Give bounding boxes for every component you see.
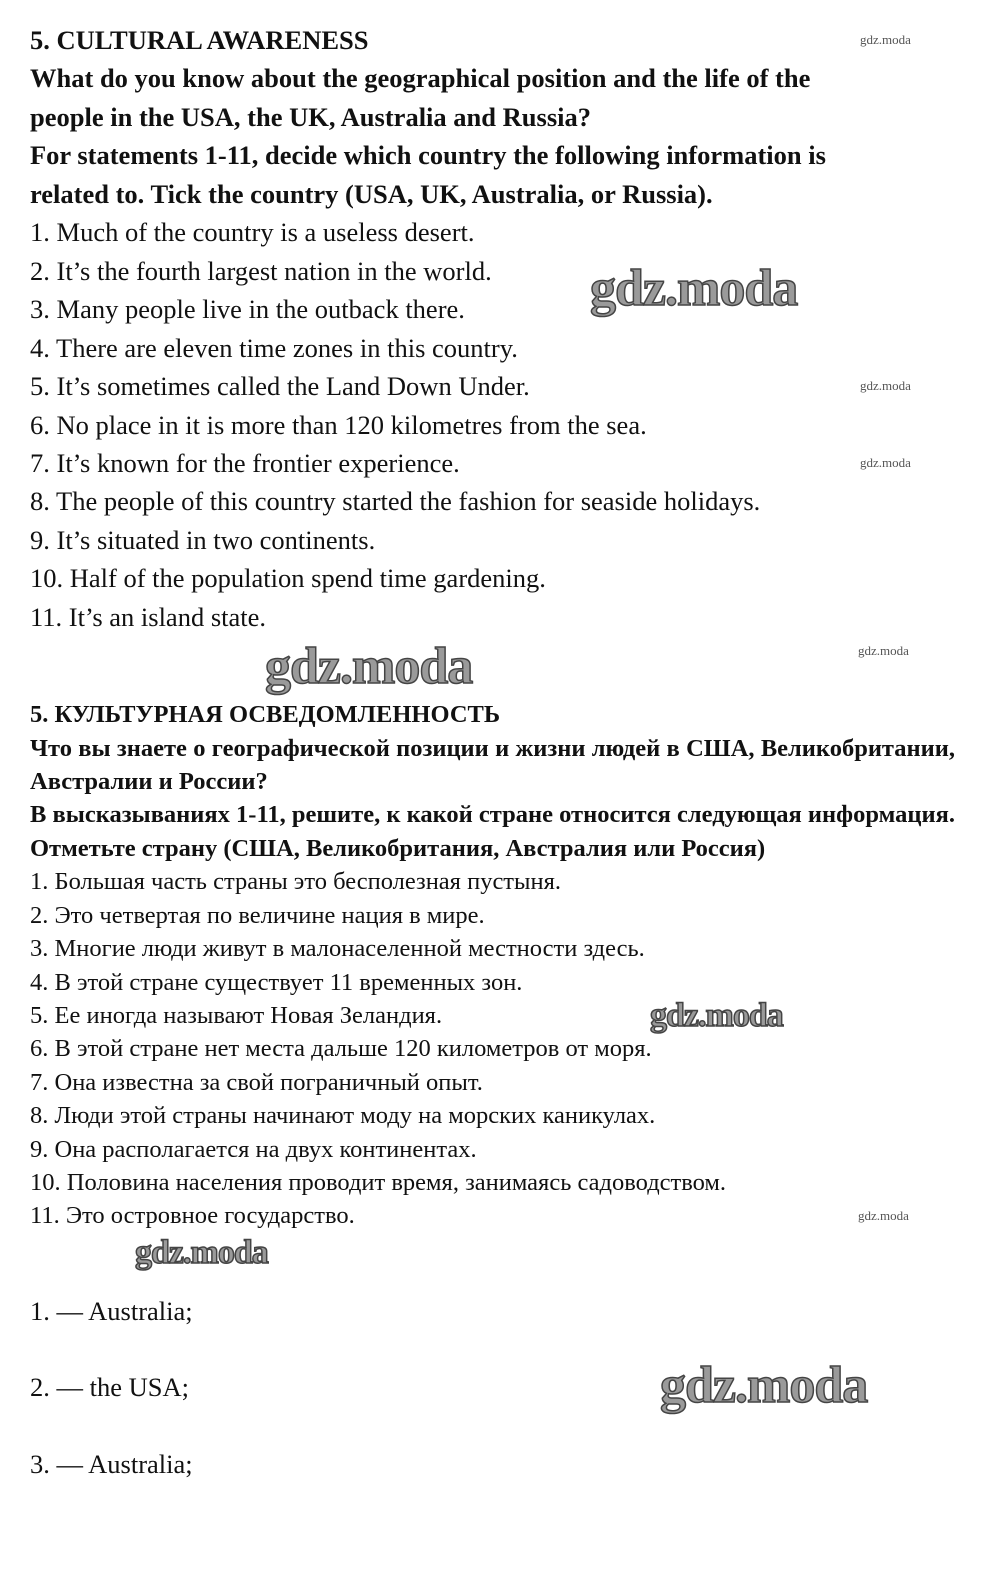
statement-item-text: 5. Ее иногда называют Новая Зеландия. bbox=[30, 1001, 443, 1029]
instruction-line-text: What do you know about the geographical position and the life of the bbox=[30, 63, 811, 94]
statement-item-text: 8. The people of this country started the fashion for seaside holidays. bbox=[30, 486, 761, 517]
statement-item bbox=[30, 482, 960, 520]
instruction-paragraph bbox=[30, 732, 955, 799]
russian-statements bbox=[30, 865, 955, 1232]
statement-item-text: 9. It’s situated in two continents. bbox=[30, 524, 376, 555]
statement-item-text: 4. There are eleven time zones in this country. bbox=[30, 332, 518, 363]
instruction-line-text: related to. Tick the country (USA, UK, Australia, or Russia). bbox=[30, 178, 713, 209]
statement-item-text: 9. Она располагается на двух континентах. bbox=[30, 1135, 477, 1163]
statement-item bbox=[30, 444, 960, 482]
watermark-logo: gdz.moda bbox=[590, 259, 798, 317]
watermark-logo: gdz.moda bbox=[860, 32, 911, 47]
page bbox=[30, 21, 960, 1502]
statement-item-text: 2. It’s the fourth largest nation in the world. bbox=[30, 255, 492, 286]
answer-item bbox=[30, 1426, 960, 1503]
answer-item-text: 2. — the USA; bbox=[30, 1372, 189, 1403]
english-title: 5. CULTURAL AWARENESS bbox=[30, 25, 369, 55]
instruction-paragraph bbox=[30, 798, 955, 865]
statement-item bbox=[30, 1032, 955, 1065]
statement-item-text: 6. В этой стране нет места дальше 120 километров от моря. bbox=[30, 1035, 652, 1063]
statement-item-text: 10. Half of the population spend time gardening. bbox=[30, 563, 546, 594]
statement-item bbox=[30, 559, 960, 597]
watermark-logo: gdz.moda bbox=[135, 1233, 268, 1271]
statement-item bbox=[30, 367, 960, 405]
statement-item bbox=[30, 996, 955, 1034]
statement-item-text: 8. Люди этой страны начинают моду на морских каникулах. bbox=[30, 1102, 656, 1130]
statement-item-text: 10. Половина населения проводит время, занимаясь садоводством. bbox=[30, 1168, 727, 1196]
instruction-line bbox=[30, 136, 960, 174]
statement-item-text: 3. Многие люди живут в малонаселенной местности здесь. bbox=[30, 935, 645, 963]
english-section bbox=[30, 21, 960, 636]
answer-item bbox=[30, 1349, 960, 1426]
statement-item bbox=[30, 329, 960, 367]
russian-title: 5. КУЛЬТУРНАЯ ОСВЕДОМЛЕННОСТЬ bbox=[30, 701, 501, 729]
statement-item bbox=[30, 1199, 955, 1232]
instruction-line bbox=[30, 175, 960, 213]
english-statements bbox=[30, 213, 960, 636]
watermark-logo: gdz.moda bbox=[860, 378, 911, 394]
answer-item-text: 1. — Australia; bbox=[30, 1295, 193, 1326]
answer-item bbox=[30, 1273, 960, 1350]
statement-item bbox=[30, 1133, 955, 1166]
watermark-spacer bbox=[30, 636, 960, 698]
statement-item bbox=[30, 899, 955, 932]
english-title-row bbox=[30, 21, 960, 59]
watermark-spacer bbox=[30, 1233, 960, 1273]
watermark-logo: gdz.moda bbox=[860, 454, 911, 470]
watermark-logo: gdz.moda bbox=[650, 996, 783, 1034]
instruction-line bbox=[30, 98, 960, 136]
watermark-logo: gdz.moda bbox=[858, 643, 909, 659]
answer-item-text: 3. — Australia; bbox=[30, 1448, 193, 1479]
russian-instructions bbox=[30, 732, 955, 866]
statement-item-text: 5. It’s sometimes called the Land Down Under. bbox=[30, 371, 530, 402]
statement-item-text: 7. It’s known for the frontier experience. bbox=[30, 447, 460, 478]
instruction-paragraph-text: Что вы знаете о географической позиции и жизни людей в США, Великобритании, Австралии и России? bbox=[30, 734, 955, 796]
answers-list bbox=[30, 1273, 960, 1503]
watermark-logo: gdz.moda bbox=[858, 1208, 909, 1224]
instruction-paragraph-text: В высказываниях 1-11, решите, к какой стране относится следующая информация. Отметьте страну (США, Великобритания, Австралия или Россия) bbox=[30, 801, 955, 862]
statement-item bbox=[30, 213, 960, 251]
statement-item-text: 4. В этой стране существует 11 временных зон. bbox=[30, 968, 523, 996]
statement-item-text: 3. Many people live in the outback there. bbox=[30, 294, 465, 325]
statement-item-text: 6. No place in it is more than 120 kilometres from the sea. bbox=[30, 409, 647, 440]
statement-item bbox=[30, 865, 955, 898]
instruction-line bbox=[30, 59, 960, 97]
statement-item bbox=[30, 598, 960, 636]
statement-item-text: 11. It’s an island state. bbox=[30, 601, 267, 632]
statement-item-text: 2. Это четвертая по величине нация в мире. bbox=[30, 901, 485, 929]
english-instructions bbox=[30, 59, 960, 213]
statement-item bbox=[30, 521, 960, 559]
statement-item bbox=[30, 1099, 955, 1132]
statement-item-text: 7. Она известна за свой пограничный опыт. bbox=[30, 1068, 483, 1096]
statement-item bbox=[30, 1166, 955, 1199]
statement-item bbox=[30, 966, 955, 999]
statement-item bbox=[30, 290, 960, 328]
statement-item-text: 1. Большая часть страны это бесполезная пустыня. bbox=[30, 868, 561, 896]
instruction-line-text: For statements 1-11, decide which country the following information is bbox=[30, 140, 826, 171]
statement-item-text: 1. Much of the country is a useless desert. bbox=[30, 217, 475, 248]
watermark-logo: gdz.moda bbox=[660, 1357, 868, 1415]
statement-item-text: 11. Это островное государство. bbox=[30, 1202, 355, 1230]
statement-item bbox=[30, 932, 955, 965]
statement-item bbox=[30, 406, 960, 444]
russian-section bbox=[30, 698, 955, 1233]
statement-item bbox=[30, 1066, 955, 1099]
instruction-line-text: people in the USA, the UK, Australia and Russia? bbox=[30, 101, 592, 132]
watermark-logo: gdz.moda bbox=[265, 638, 473, 696]
